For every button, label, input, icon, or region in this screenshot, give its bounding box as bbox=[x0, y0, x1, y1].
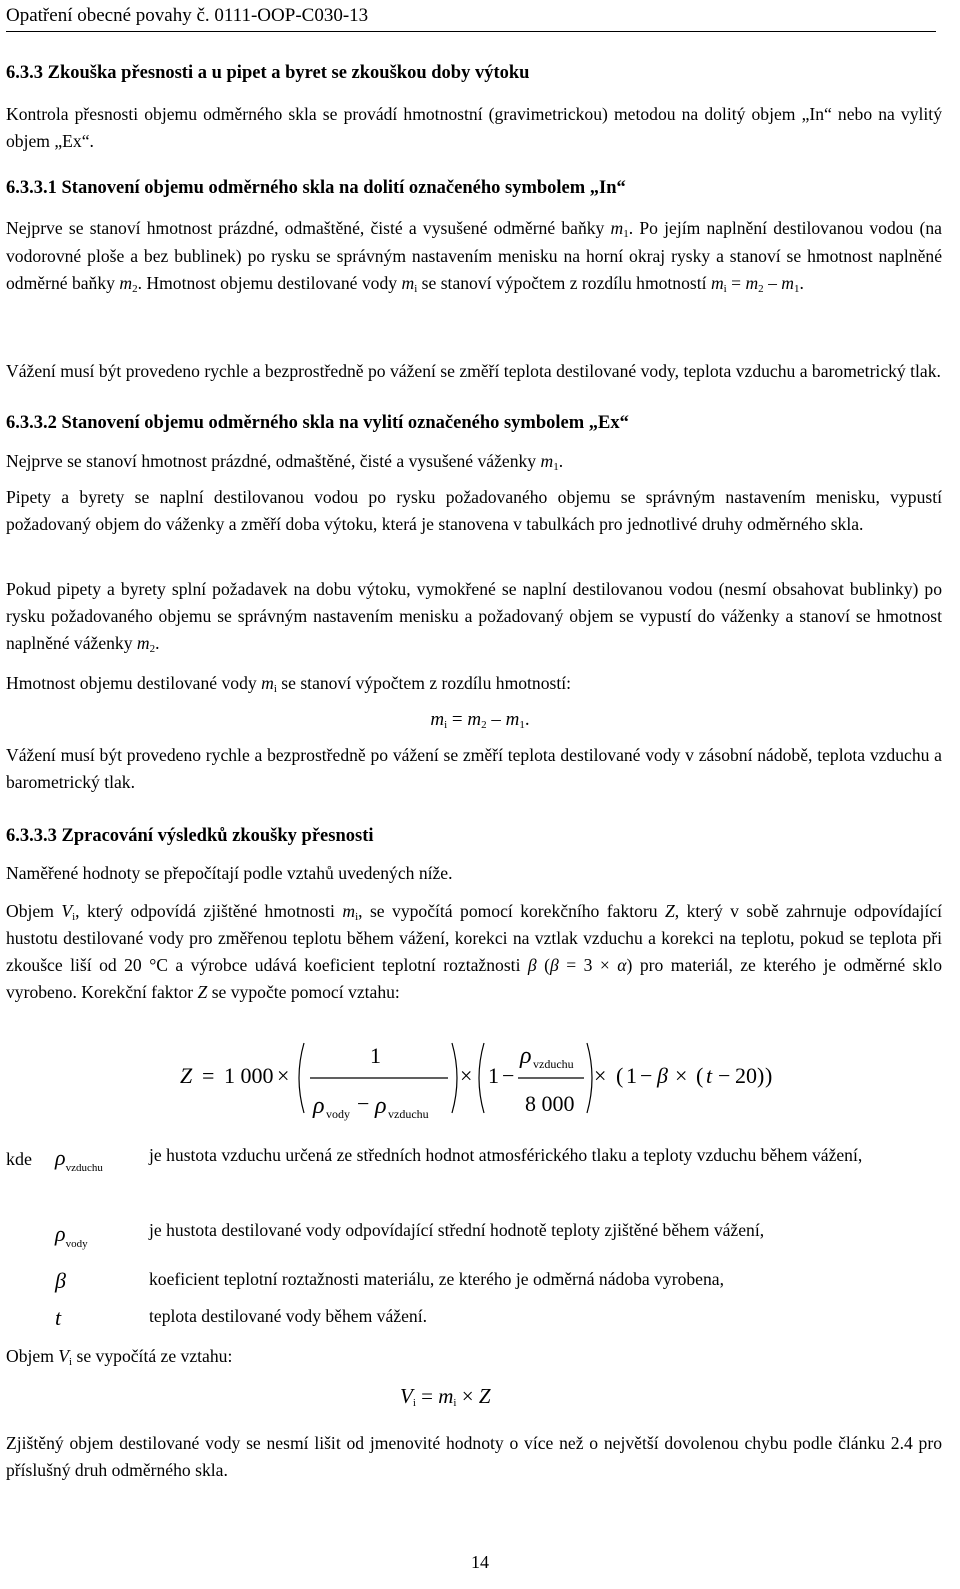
formula-sub-vzduchu: vzduchu bbox=[388, 1107, 429, 1121]
definition-t: teplota destilované vody během vážení. bbox=[149, 1306, 427, 1326]
definition-rho-water: je hustota destilované vody odpovídající střední hodnotě teploty zjištěné během vážení, bbox=[149, 1220, 765, 1240]
formula-paren-1-left bbox=[299, 1043, 304, 1113]
formula-paren-1-right bbox=[452, 1043, 457, 1113]
formula-lparen-2: ( bbox=[696, 1063, 704, 1088]
paragraph-in-weighing: Vážení musí být provedeno rychle a bezprostředně po vážení se změří teplota destilované vody, teplota vzduchu a barometrický tlak. bbox=[6, 361, 941, 381]
formula-20: 20 bbox=[735, 1063, 757, 1088]
section-intro: Kontrola přesnosti objemu odměrného skla se provádí hmotnostní (gravimetrickou) metodou na dolitý objem „In“ nebo na vylitý objem „Ex“. bbox=[6, 104, 942, 151]
definition-rho-air: je hustota vzduchu určená ze středních hodnot atmosférického tlaku a teploty vzduchu během vážení, bbox=[149, 1145, 863, 1165]
symbol-beta: β bbox=[55, 1268, 66, 1293]
formula-equals: = bbox=[202, 1063, 215, 1088]
symbol-rho-air: $\rho_{vzduchu}$ bbox=[55, 1145, 103, 1174]
paragraph-volume-intro: Objem $V_i$ se vypočítá ze vztahu: bbox=[6, 1346, 233, 1368]
paragraph-in-procedure: Nejprve se stanoví hmotnost prázdné, odmaštěné, čisté a vysušené odměrné baňky $m_1$. Po jejím naplnění destilovanou vodou (na vodorovné ploše a bez bublinek) po rysku se správným nastavením menisku na horní okraj rysky a stanoví se hmotnost naplněné odměrné baňky $m_2$. Hmotnost objemu destilované vody $m_i$ se stanoví výpočtem z rozdílu hmotností $m_i = m_2 - m_1$. bbox=[6, 218, 942, 295]
formula-one-2: 1 bbox=[488, 1063, 499, 1088]
subsection-heading-ex: 6.3.3.2 Stanovení objemu odměrného skla na vylití označeného symbolem „Ex“ bbox=[6, 413, 629, 433]
formula-one: 1 bbox=[370, 1043, 381, 1068]
where-label: kde bbox=[6, 1149, 32, 1169]
formula-times-4: × bbox=[675, 1063, 688, 1088]
paragraph-results-1: Naměřené hodnoty se přepočítají podle vztahů uvedených níže. bbox=[6, 863, 453, 883]
formula-rho-vody: ρ bbox=[313, 1093, 325, 1119]
paragraph-ex-3: Pokud pipety a byrety splní požadavek na dobu výtoku, vymokřené se naplní destilovanou vodou (nesmí obsahovat bublinky) po rysku požadovaného objemu se správným nastavením menisku a požadovaný objem se vypustí do váženky a stanoví se hmotnost naplněné váženky $m_2$. bbox=[6, 579, 942, 655]
page-number: 14 bbox=[471, 1552, 489, 1572]
paragraph-ex-5: Vážení musí být provedeno rychle a bezprostředně po vážení se změří teplota destilované vody v zásobní nádobě, teplota vzduchu a barometrický tlak. bbox=[6, 745, 942, 792]
paragraph-ex-2: Pipety a byrety se naplní destilovanou vodou po rysku požadovaného objemu se správným nastavením menisku, vypustí požadovaný objem do váženky a změří doba výtoku, která je stanovena v tabulkách pro jednotlivé druhy odměrného skla. bbox=[6, 487, 942, 534]
formula-minus-3: − bbox=[640, 1063, 653, 1088]
formula-rparen-2: ) bbox=[765, 1063, 773, 1088]
paragraph-results-2: Objem $V_i$, který odpovídá zjištěné hmotnosti $m_i$, se vypočítá pomocí korekčního faktoru Z, který v sobě zahrnuje odpovídající hustotu destilované vody pro změřenou teplotu během vážení, korekci na vztlak vzduchu a korekci na teplotu, pokud se teplota při zkoušce liší od 20 °C a výrobce udává koeficient teplotní roztažnosti β (β = 3 × α) pro materiál, ze kterého je odměrné sklo vyrobeno. Korekční faktor Z se vypočte pomocí vztahu: bbox=[6, 901, 942, 1002]
paragraph-ex-1: Nejprve se stanoví hmotnost prázdné, odmaštěné, čisté a vysušené váženky $m_1$. bbox=[6, 451, 564, 473]
subsection-heading-in: 6.3.3.1 Stanovení objemu odměrného skla na dolití označeného symbolem „In“ bbox=[6, 178, 626, 198]
formula-rho-vzduchu-2: ρ bbox=[520, 1043, 532, 1069]
section-heading: 6.3.3 Zkouška přesnosti a u pipet a byret se zkouškou doby výtoku bbox=[6, 63, 530, 83]
formula-rparen: ) bbox=[757, 1063, 765, 1088]
formula-8000: 8 000 bbox=[525, 1091, 575, 1116]
formula-t: t bbox=[706, 1063, 713, 1088]
formula-lparen: ( bbox=[616, 1063, 624, 1088]
formula-minus: − bbox=[357, 1091, 370, 1116]
symbol-rho-water: $\rho_{vody}$ bbox=[55, 1221, 88, 1250]
subsection-heading-results: 6.3.3.3 Zpracování výsledků zkoušky přesnosti bbox=[6, 826, 374, 846]
formula-minus-4: − bbox=[718, 1063, 731, 1088]
correction-factor-formula bbox=[180, 1033, 780, 1123]
formula-times-3: × bbox=[594, 1063, 607, 1088]
formula-1000: 1 000 bbox=[224, 1063, 274, 1088]
formula-beta: β bbox=[657, 1063, 668, 1088]
formula-times-1: × bbox=[277, 1063, 290, 1088]
equation-mass-difference: $m_i = m_2 - m_1$. bbox=[430, 709, 530, 731]
formula-minus-2: − bbox=[502, 1063, 515, 1088]
formula-svg bbox=[180, 1033, 780, 1123]
definition-beta: koeficient teplotní roztažnosti materiálu, ze kterého je odměrná nádoba vyrobena, bbox=[149, 1269, 724, 1289]
formula-rho-vzduchu: ρ bbox=[375, 1093, 387, 1119]
formula-one-3: 1 bbox=[626, 1063, 637, 1088]
symbol-t: t bbox=[55, 1305, 62, 1330]
equation-volume: $V_i = m_i \times Z$ bbox=[400, 1384, 491, 1409]
formula-paren-2-left bbox=[479, 1043, 484, 1113]
page-header: Opatření obecné povahy č. 0111-OOP-C030-13 bbox=[6, 4, 936, 32]
formula-sub-vzduchu-2: vzduchu bbox=[533, 1057, 574, 1071]
paragraph-conclusion: Zjištěný objem destilované vody se nesmí lišit od jmenovité hodnoty o více než o největší dovolenou chybu podle článku 2.4 pro příslušný druh odměrného skla. bbox=[6, 1433, 942, 1480]
formula-z: Z bbox=[180, 1063, 193, 1088]
paragraph-ex-4: Hmotnost objemu destilované vody $m_i$ se stanoví výpočtem z rozdílu hmotností: bbox=[6, 673, 572, 695]
formula-paren-2-right bbox=[587, 1043, 592, 1113]
formula-sub-vody: vody bbox=[326, 1107, 350, 1121]
formula-times-2: × bbox=[460, 1063, 473, 1088]
